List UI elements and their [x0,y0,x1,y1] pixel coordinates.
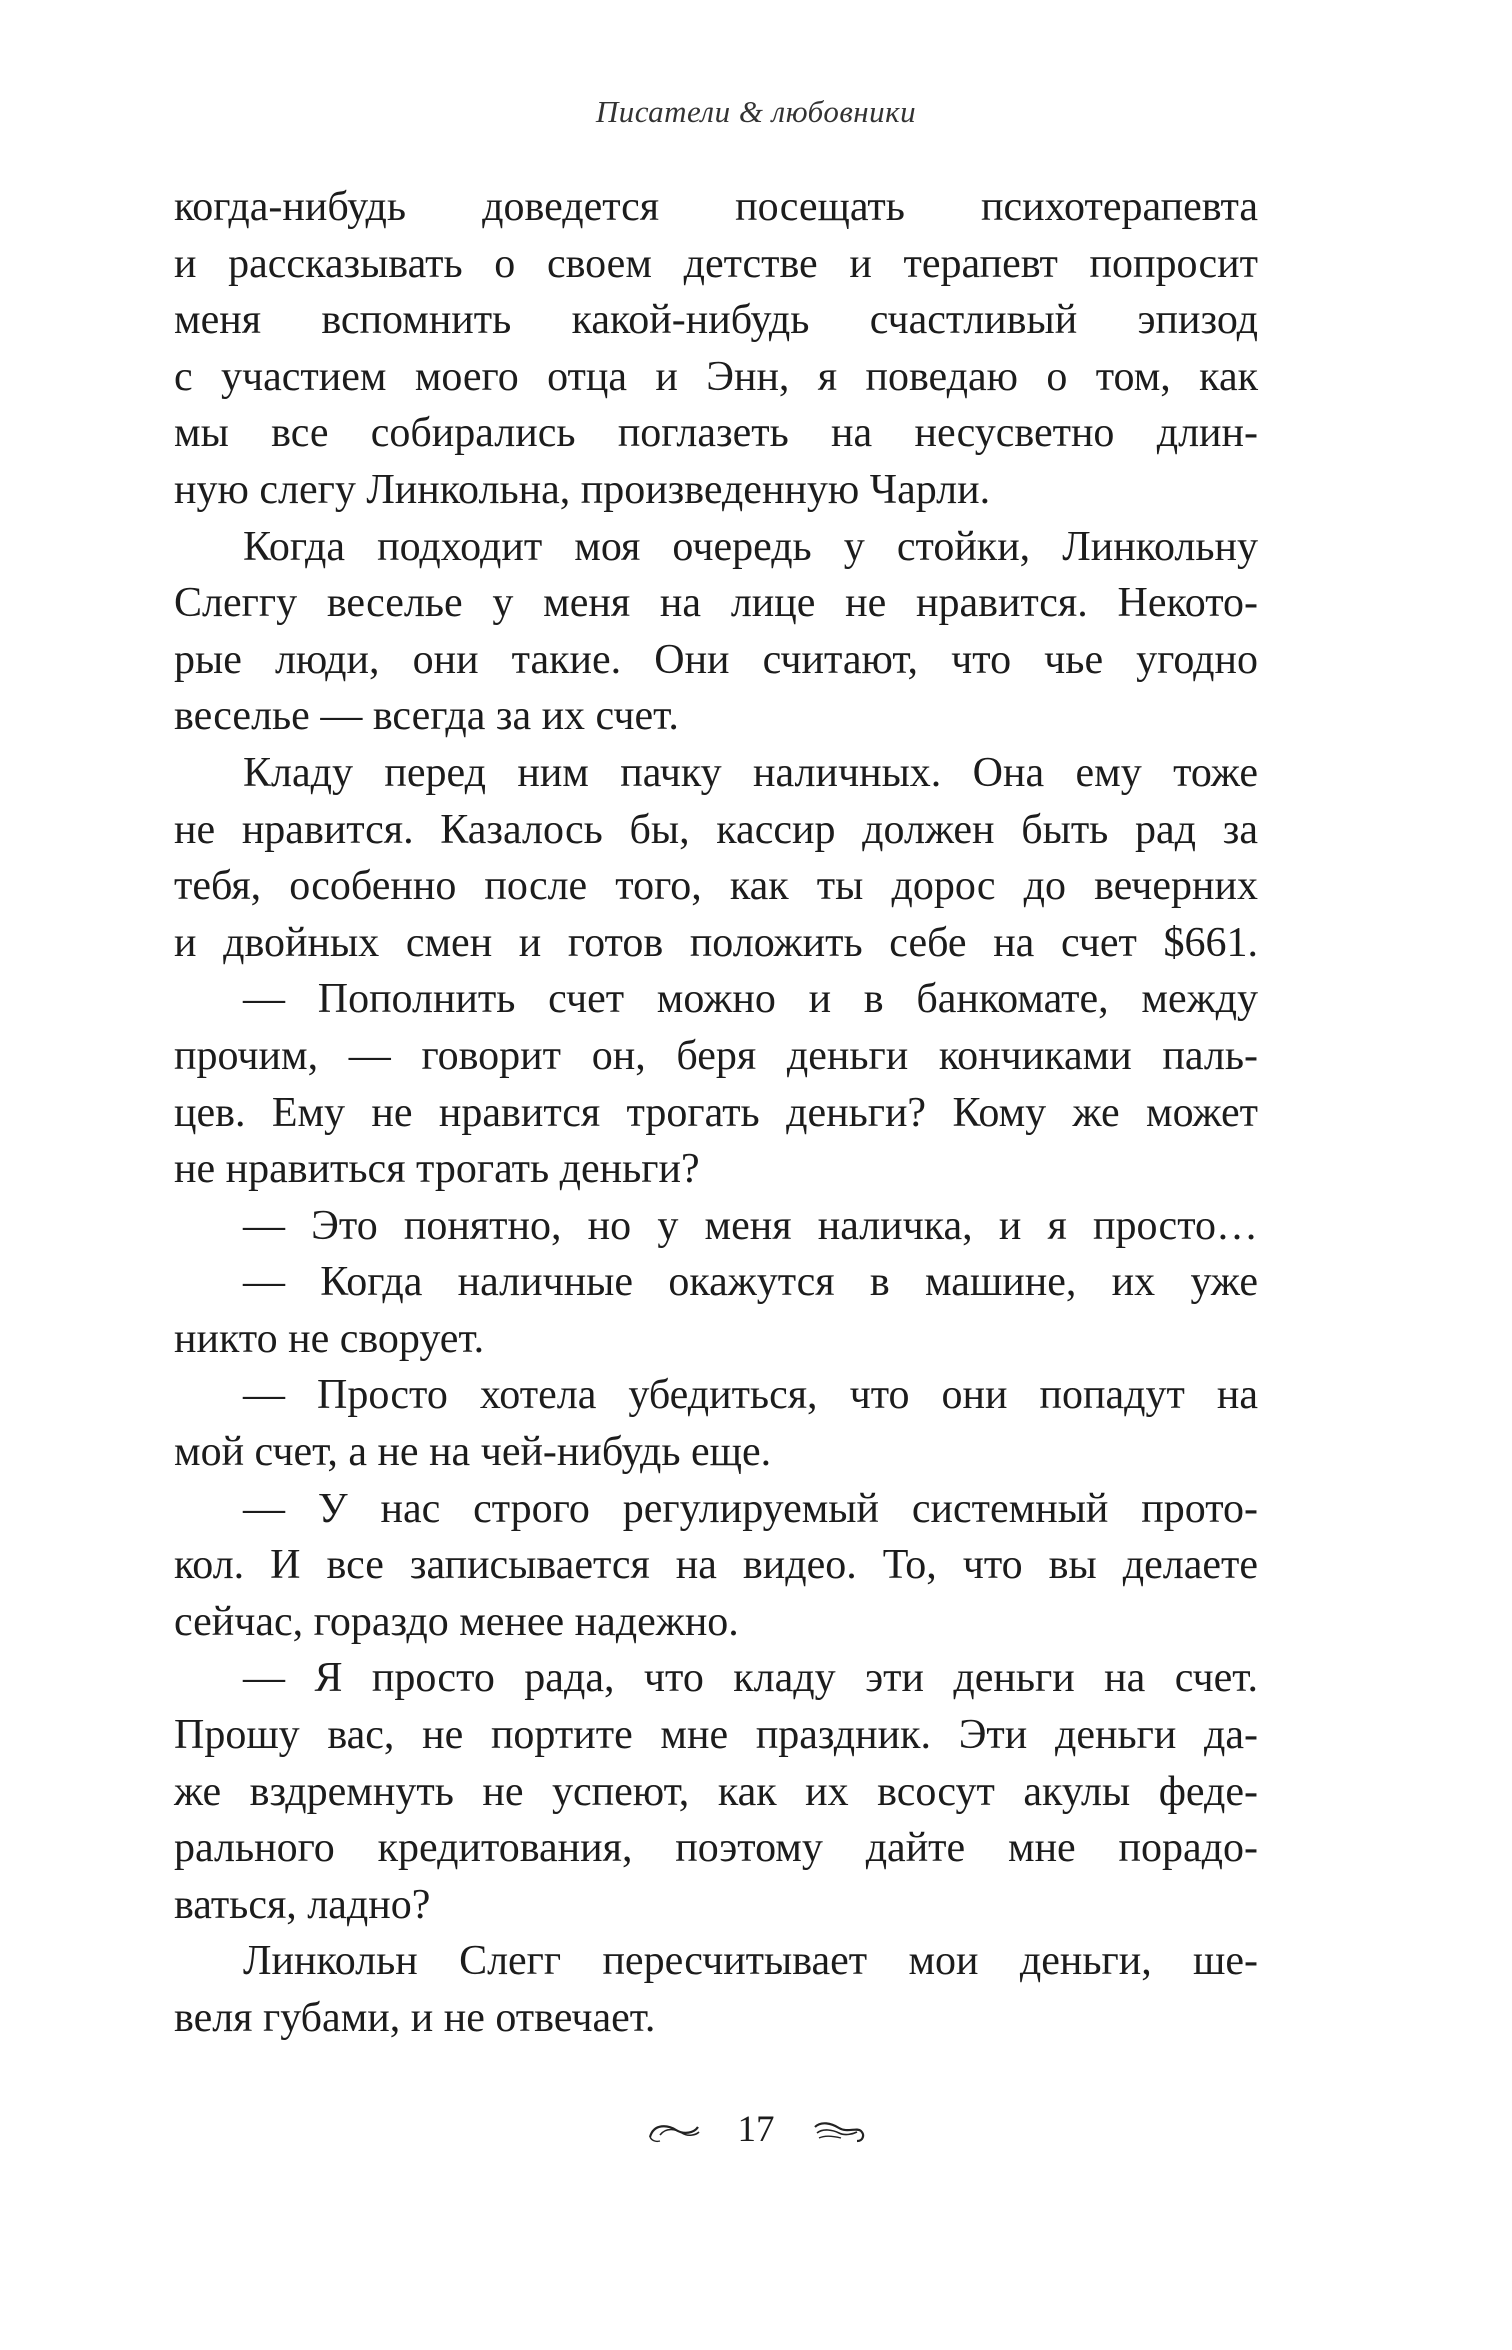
text-line: Когда подходит моя очередь у стойки, Линкольну [243,523,1258,570]
text-line: сейчас, гораздо менее надежно. [174,1598,739,1645]
text-line: кол. И все записывается на видео. То, что вы делаете [174,1542,1258,1589]
text-line: и рассказывать о своем детстве и терапевт попросит [174,240,1258,287]
folio [0,2108,1512,2151]
text-line: Прошу вас, не портите мне праздник. Эти деньги да- [174,1712,1258,1759]
text-line: не нравится. Казалось бы, кассир должен быть рад за [174,806,1258,853]
text-line: тебя, особенно после того, как ты дорос до вечерних [174,863,1258,910]
text-line: с участием моего отца и Энн, я поведаю о том, как [174,353,1258,400]
text-line: Слеггу веселье у меня на лице не нравится. Некото- [174,580,1258,627]
text-line: и двойных смен и готов положить себе на счет $661. [174,919,1258,966]
text-line: цев. Ему не нравится трогать деньги? Кому же может [174,1089,1258,1136]
text-line: — Просто хотела убедиться, что они попадут на [243,1372,1258,1419]
text-line: веля губами, и не отвечает. [174,1995,656,2041]
text-line: — Пополнить счет можно и в банкомате, между [243,976,1258,1023]
text-line: прочим, — говорит он, беря деньги кончиками паль- [174,1032,1258,1079]
left-swash-ornament-icon [646,2115,702,2145]
text-line: Кладу перед ним пачку наличных. Она ему тоже [243,749,1258,796]
text-line: — Я просто рада, что кладу эти деньги на счет. [243,1655,1258,1702]
page-number: 17 [737,2109,775,2150]
text-line: никто не сворует. [174,1315,485,1362]
text-line: Линкольн Слегг пересчитывает мои деньги, ше- [243,1938,1258,1985]
text-line: — Это понятно, но у меня наличка, и я просто… [243,1202,1258,1249]
text-line: — У нас строго регулируемый системный прото- [243,1485,1258,1532]
text-line: рые люди, они такие. Они считают, что чье угодно [174,636,1258,683]
text-line: рального кредитования, поэтому дайте мне порадо- [174,1825,1258,1872]
text-line: же вздремнуть не успеют, как их всосут акулы феде- [174,1768,1258,1815]
text-line: когда-нибудь доведется посещать психотерапевта [174,184,1258,230]
running-head: Писатели & любовники [595,94,917,129]
right-swash-ornament-icon [811,2115,867,2145]
text-line: ную слегу Линкольна, произведенную Чарли. [174,466,991,513]
text-line: меня вспомнить какой-нибудь счастливый эпизод [174,297,1258,344]
text-line: мой счет, а не на чей-нибудь еще. [174,1429,772,1476]
text-line: — Когда наличные окажутся в машине, их уже [243,1259,1258,1306]
text-line: не нравиться трогать деньги? [174,1146,700,1193]
text-line: веселье — всегда за их счет. [174,693,679,740]
text-line: мы все собирались поглазеть на несусветно длин- [174,410,1258,457]
text-line: ваться, ладно? [174,1881,431,1928]
body-text [174,179,1258,2047]
